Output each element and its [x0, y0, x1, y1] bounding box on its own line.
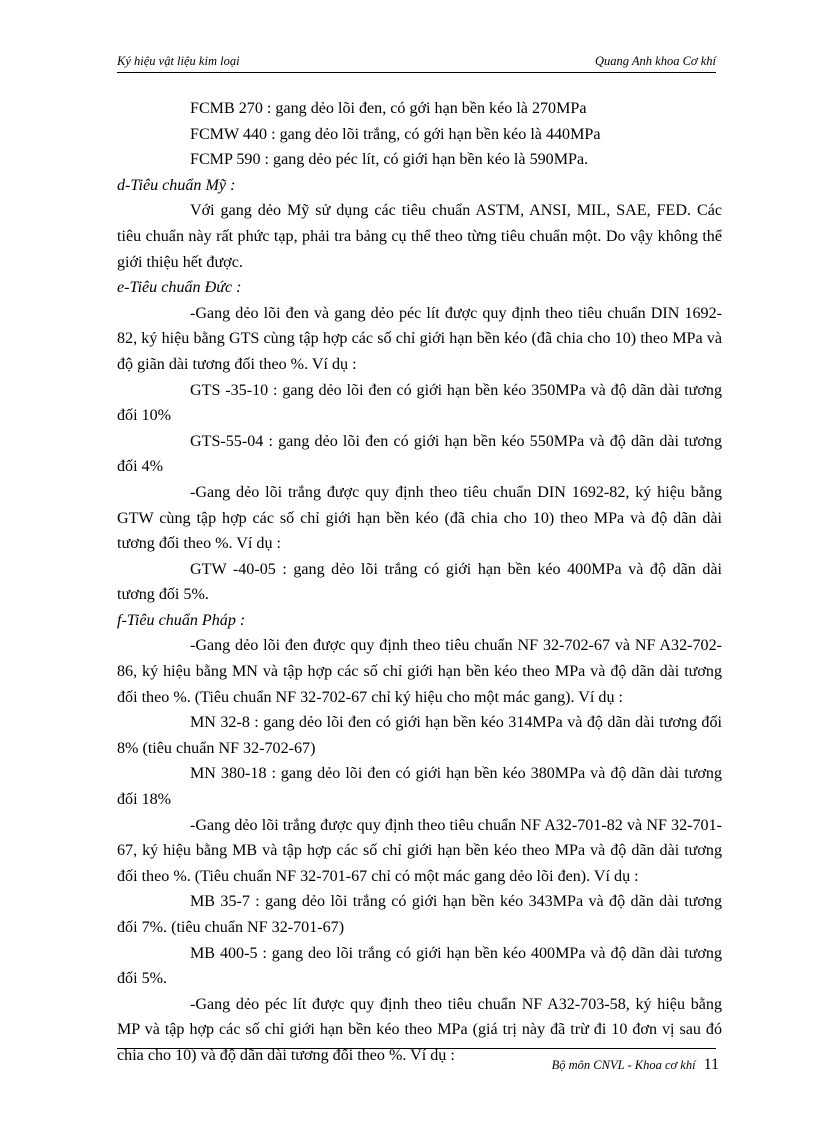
footer-divider [117, 1048, 716, 1049]
page-footer [552, 1056, 719, 1074]
section-heading-france: f-Tiêu chuẩn Pháp : [117, 611, 246, 629]
header-right-author: Quang Anh khoa Cơ khí [594, 54, 716, 68]
paragraph-france-mb: -Gang dẻo lõi trắng được quy định theo tiêu chuẩn NF A32-701-82 và NF 32-701-67, ký hiệu bằng MB và tập hợp các số chỉ giới hạn bền kéo theo MPa và độ dãn dài tương đối theo %. (Tiêu chuẩn NF 32-701-67 chỉ có một mác gang dẻo lõi đen). Ví dụ : [117, 816, 722, 885]
example-gts-35: GTS -35-10 : gang dẻo lõi đen có giới hạn bền kéo 350MPa và độ dãn dài tương đối 10% [117, 381, 722, 425]
document-body [117, 96, 722, 1069]
page-number: 11 [703, 1056, 719, 1073]
example-mb-400: MB 400-5 : gang deo lõi trắng có giới hạn bền kéo 400MPa và độ dãn dài tương đối 5%. [117, 944, 722, 988]
paragraph-germany-gts: -Gang dẻo lõi đen và gang dẻo péc lít được quy định theo tiêu chuẩn DIN 1692-82, ký hiệu bằng GTS cùng tập hợp các số chỉ giới hạn bền kéo (đã chia cho 10) theo MPa và độ giãn dài tương đối theo %. Ví dụ : [117, 304, 722, 373]
example-mn-32: MN 32-8 : gang dẻo lõi đen có giới hạn bền kéo 314MPa và độ dãn dài tương đối 8% (tiêu chuẩn NF 32-702-67) [117, 714, 722, 757]
footer-department: Bộ môn CNVL - Khoa cơ khí [551, 1058, 696, 1072]
header-left-title: Ký hiệu vật liệu kim loại [117, 54, 240, 68]
paragraph-france-mp: -Gang dẻo péc lít được quy định theo tiêu chuẩn NF A32-703-58, ký hiệu bằng MP và tập hợp các số chỉ giới hạn bền kéo theo MPa (giá trị này đã trừ đi 10 đơn vị sau đó chia cho 10) và độ dãn dài tương đối theo %. Ví dụ : [117, 995, 722, 1064]
header-divider [117, 72, 716, 73]
paragraph-germany-gtw: -Gang dẻo lõi trắng được quy định theo tiêu chuẩn DIN 1692-82, ký hiệu bằng GTW cùng tập hợp các số chỉ giới hạn bền kéo (đã chia cho 10) theo MPa và độ dãn dài tương đối theo %. Ví dụ : [117, 483, 722, 553]
example-mb-35: MB 35-7 : gang dẻo lõi trắng có giới hạn bền kéo 343MPa và độ dãn dài tương đối 7%. (tiêu chuẩn NF 32-701-67) [117, 893, 722, 936]
example-fcmp: FCMP 590 : gang dẻo péc lít, có giới hạn bền kéo là 590MPa. [190, 151, 589, 169]
example-gts-55: GTS-55-04 : gang dẻo lõi đen có giới hạn bền kéo 550MPa và độ dãn dài tương đối 4% [117, 432, 722, 476]
paragraph-france-mn: -Gang dẻo lõi đen được quy định theo tiêu chuẩn NF 32-702-67 và NF A32-702-86, ký hiệu bằng MN và tập hợp các số chỉ giới hạn bền kéo theo MPa và độ dãn dài tương đối theo %. (Tiêu chuẩn NF 32-702-67 chỉ ký hiệu cho một mác gang). Ví dụ : [117, 637, 722, 706]
section-heading-germany: e-Tiêu chuẩn Đức : [117, 279, 242, 297]
page-header [117, 54, 716, 69]
section-heading-usa: d-Tiêu chuẩn Mỹ : [117, 176, 236, 194]
example-gtw-40: GTW -40-05 : gang dẻo lõi trắng có giới hạn bền kéo 400MPa và độ dãn dài tương đối 5%. [117, 560, 722, 604]
paragraph-usa: Với gang dẻo Mỹ sử dụng các tiêu chuẩn ASTM, ANSI, MIL, SAE, FED. Các tiêu chuẩn này rất phức tạp, phải tra bảng cụ thể theo từng tiêu chuẩn một. Do vậy không thể giới thiệu hết được. [117, 202, 722, 271]
example-mn-380: MN 380-18 : gang dẻo lõi đen có giới hạn bền kéo 380MPa và độ dãn dài tương đối 18% [117, 765, 722, 809]
example-fcmw: FCMW 440 : gang dẻo lõi trắng, có gới hạn bền kéo là 440MPa [190, 125, 601, 143]
example-fcmb: FCMB 270 : gang dẻo lõi đen, có gới hạn bền kéo là 270MPa [190, 100, 587, 117]
